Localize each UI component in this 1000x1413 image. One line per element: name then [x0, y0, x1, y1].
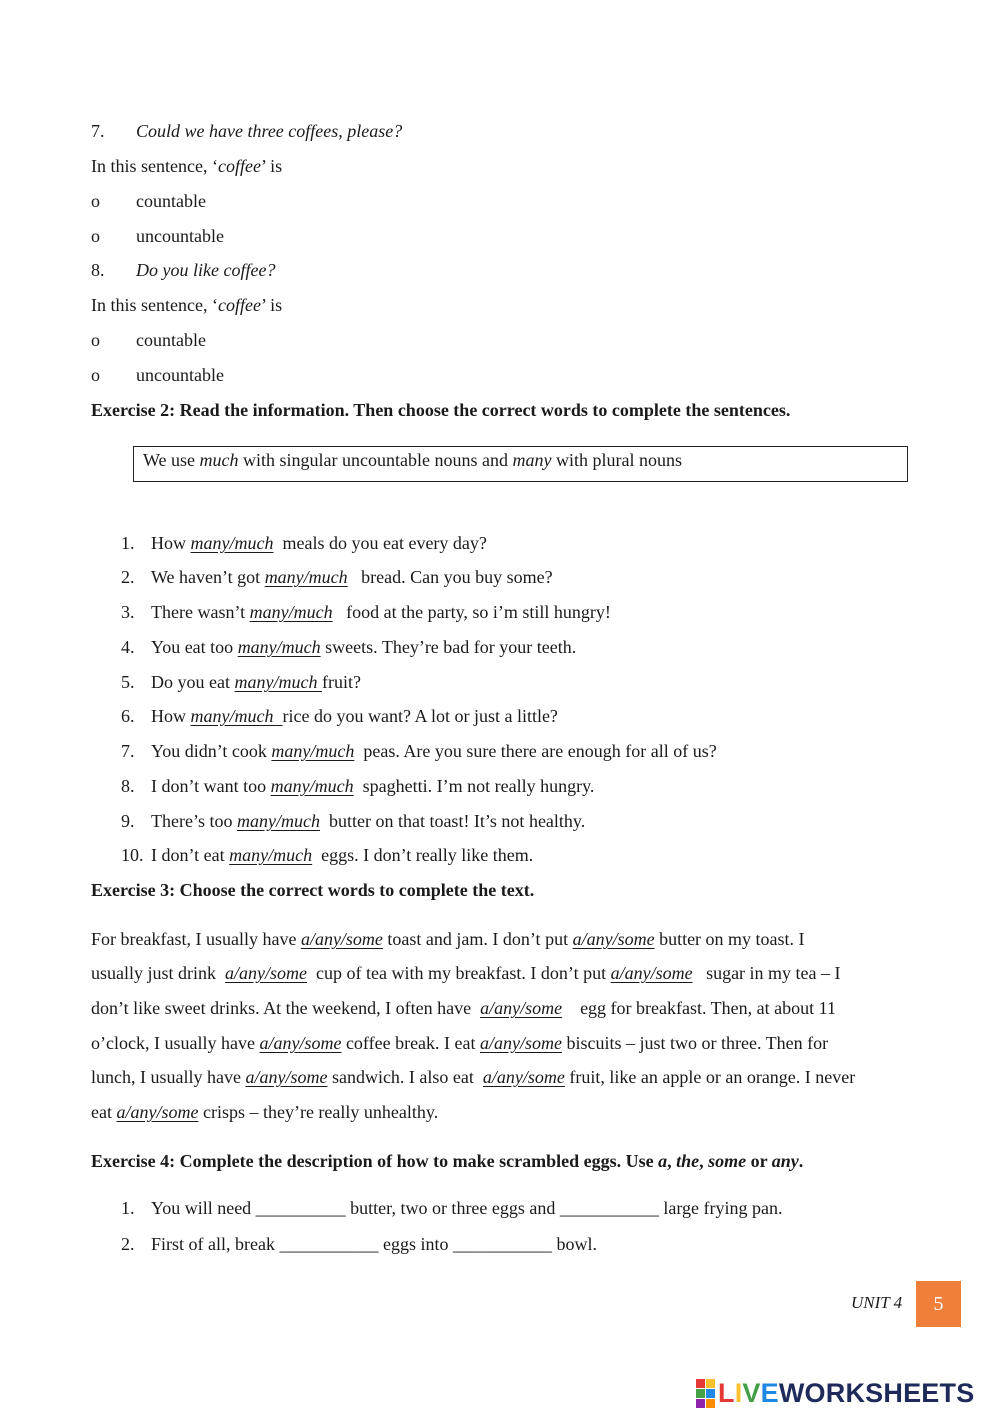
choice-blank[interactable]: a/any/some [480, 1033, 562, 1053]
item-number: 7. [121, 741, 135, 761]
item-number: 6. [121, 706, 135, 726]
option-countable[interactable]: countable [136, 330, 206, 350]
item-text-before: Do you eat [151, 672, 235, 692]
brand-letter: O [804, 1377, 826, 1408]
exercise-4-item[interactable]: 1. You will need __________ butter, two or three eggs and ___________ large frying pan. [121, 1198, 783, 1218]
exercise-2-item [121, 811, 585, 832]
choice-blank[interactable]: a/any/some [245, 1067, 328, 1087]
item-text-before: You eat too [151, 637, 238, 657]
brand-letter: L [718, 1377, 735, 1408]
item-text-before: You didn’t cook [151, 741, 272, 761]
question-sentence: Do you like coffee? [136, 260, 276, 280]
choice-blank[interactable]: many/much [234, 672, 322, 692]
paragraph-line: eat a/any/some crisps – they’re really unhealthy. [91, 1102, 439, 1122]
choice-blank[interactable]: a/any/some [300, 929, 383, 949]
paragraph-line: For breakfast, I usually have a/any/some toast and jam. I don’t put a/any/some butter on my toast. I [91, 929, 805, 949]
exercise-2-item [121, 845, 533, 866]
choice-blank[interactable]: a/any/some [482, 1067, 565, 1087]
brand-letter: S [865, 1377, 884, 1408]
item-number: 4. [121, 637, 135, 657]
item-text-before: How [151, 533, 191, 553]
logo-icon [696, 1379, 715, 1408]
exercise-2-item [121, 602, 611, 623]
page-number-badge: 5 [916, 1281, 961, 1327]
exercise-2-item [121, 533, 487, 554]
item-number: 10. [121, 845, 144, 865]
question-sentence: Could we have three coffees, please? [136, 121, 403, 141]
item-text-after: sweets. They’re bad for your teeth. [320, 637, 577, 657]
paragraph-line: lunch, I usually have a/any/some sandwich. I also eat a/any/some fruit, like an apple or an orange. I never [91, 1067, 856, 1087]
item-text-before: There’s too [151, 811, 237, 831]
item-text-after: meals do you eat every day? [273, 533, 487, 553]
item-number: 2. [121, 567, 135, 587]
brand-letter: I [734, 1377, 743, 1408]
option-uncountable[interactable]: uncountable [136, 365, 224, 385]
exercise-2-item [121, 637, 576, 658]
item-number: 8. [121, 776, 135, 796]
choice-blank[interactable]: many/much [249, 602, 333, 622]
item-text-after: bread. Can you buy some? [347, 567, 553, 587]
unit-label: UNIT 4 [851, 1293, 903, 1312]
radio-option-marker[interactable]: o [91, 330, 100, 350]
item-text-after: fruit? [321, 672, 361, 692]
item-number: 1. [121, 533, 135, 553]
brand-letter: E [903, 1377, 922, 1408]
brand-name [718, 1378, 974, 1409]
option-countable[interactable]: countable [136, 191, 206, 211]
question-prompt: In this sentence, ‘coffee’ is [91, 295, 283, 315]
choice-blank[interactable]: many/much [271, 741, 355, 761]
question-number: 7. [91, 121, 105, 141]
item-text-before: There wasn’t [151, 602, 250, 622]
paragraph-line: o’clock, I usually have a/any/some coffee break. I eat a/any/some biscuits – just two or three. Then for [91, 1033, 829, 1053]
exercise-2-item [121, 672, 361, 693]
brand-letter: K [845, 1377, 866, 1408]
option-uncountable[interactable]: uncountable [136, 226, 224, 246]
item-text-after: spaghetti. I’m not really hungry. [353, 776, 595, 796]
brand-letter: V [742, 1377, 761, 1408]
choice-blank[interactable]: many/much [190, 706, 283, 726]
exercise-2-item [121, 706, 558, 727]
question-number: 8. [91, 260, 105, 280]
item-number: 9. [121, 811, 135, 831]
brand-letter: H [883, 1377, 904, 1408]
item-number: 5. [121, 672, 135, 692]
choice-blank[interactable]: many/much [270, 776, 354, 796]
info-text: We use much with singular uncountable nouns and many with plural nouns [143, 450, 682, 470]
brand-letter: R [825, 1377, 846, 1408]
choice-blank[interactable]: a/any/some [480, 998, 563, 1018]
brand-letter: W [778, 1377, 805, 1408]
choice-blank[interactable]: a/any/some [610, 963, 693, 983]
brand-letter: S [956, 1377, 975, 1408]
choice-blank[interactable]: a/any/some [225, 963, 307, 983]
choice-blank[interactable]: many/much [237, 637, 321, 657]
item-text-after: peas. Are you sure there are enough for all of us? [354, 741, 717, 761]
radio-option-marker[interactable]: o [91, 365, 100, 385]
exercise-4-heading: Exercise 4: Complete the description of how to make scrambled eggs. Use a, the, some or any. [91, 1151, 804, 1171]
item-text-before: How [151, 706, 191, 726]
exercise-2-item [121, 776, 594, 797]
item-number: 3. [121, 602, 135, 622]
info-box [133, 446, 908, 482]
choice-blank[interactable]: many/much [229, 845, 313, 865]
radio-option-marker[interactable]: o [91, 191, 100, 211]
choice-blank[interactable]: many/much [190, 533, 274, 553]
paragraph-line: don’t like sweet drinks. At the weekend, I often have a/any/some egg for breakfast. Then, at about 11 [91, 998, 836, 1018]
choice-blank[interactable]: a/any/some [259, 1033, 342, 1053]
paragraph-line: usually just drink a/any/some cup of tea with my breakfast. I don’t put a/any/some sugar in my tea – I [91, 963, 841, 983]
item-text-before: We haven’t got [151, 567, 265, 587]
question-prompt: In this sentence, ‘coffee’ is [91, 156, 283, 176]
exercise-2-heading: Exercise 2: Read the information. Then choose the correct words to complete the sentences. [91, 400, 791, 420]
brand-letter: E [921, 1377, 940, 1408]
exercise-2-item [121, 567, 553, 588]
item-text-before: I don’t want too [151, 776, 271, 796]
brand-letter: E [760, 1377, 779, 1408]
brand-letter: T [939, 1377, 957, 1408]
item-text-after: food at the party, so i’m still hungry! [332, 602, 611, 622]
exercise-2-item [121, 741, 717, 762]
item-text-after: butter on that toast! It’s not healthy. [319, 811, 586, 831]
item-text-after: eggs. I don’t really like them. [312, 845, 534, 865]
liveworksheets-logo [696, 1378, 974, 1408]
radio-option-marker[interactable]: o [91, 226, 100, 246]
exercise-3-heading: Exercise 3: Choose the correct words to complete the text. [91, 880, 535, 900]
choice-blank[interactable]: a/any/some [116, 1102, 199, 1122]
choice-blank[interactable]: many/much [264, 567, 348, 587]
item-text-before: I don’t eat [151, 845, 230, 865]
choice-blank[interactable]: many/much [236, 811, 320, 831]
item-text-after: rice do you want? A lot or just a little? [282, 706, 558, 726]
choice-blank[interactable]: a/any/some [572, 929, 655, 949]
exercise-4-item[interactable]: 2. First of all, break ___________ eggs into ___________ bowl. [121, 1234, 597, 1254]
